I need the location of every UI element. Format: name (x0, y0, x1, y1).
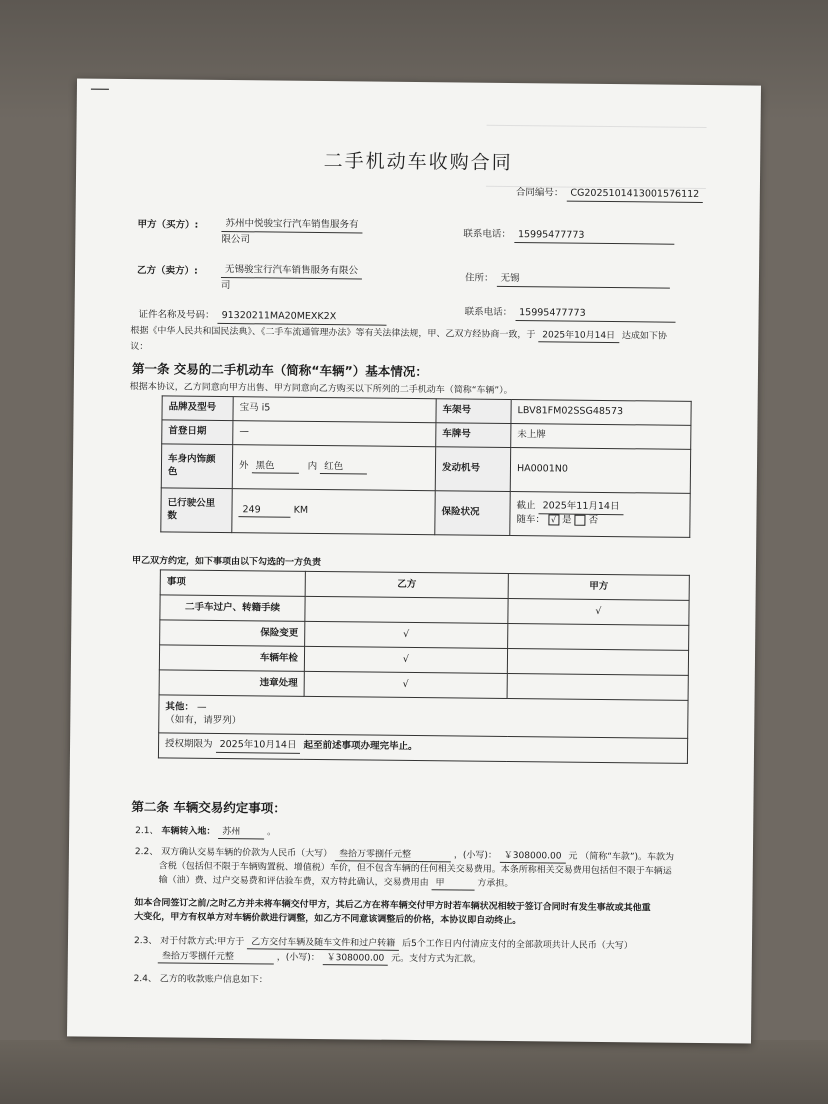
payment-words: 叁拾万零捌仟元整 (158, 950, 274, 964)
clause-2-2-num: 2.2、 (134, 847, 159, 858)
party-b-phone-row (465, 307, 676, 323)
first-reg-label: 首登日期 (162, 420, 233, 445)
clause-2-2-small-label: ，(小写)： (453, 850, 497, 861)
clause-2-2-line3 (159, 874, 514, 891)
party-b-name-1: 无锡骏宝行汽车销售服务有限公 (221, 264, 362, 279)
clause-2-3-text2: 后5个工作日内付清应支付的全部款项共计人民币（大写） (401, 938, 633, 952)
article-1-title: 第一条 交易的二手机动车（简称“车辆”）基本情况： (131, 361, 428, 380)
mileage-label-2: 数 (167, 509, 178, 522)
auth-suffix: 起至前述事项办理完毕止。 (303, 739, 418, 753)
mileage-cell (232, 489, 435, 535)
preamble-text-2: 达成如下协 (621, 331, 668, 342)
payment-number: ￥308000.00 (323, 952, 389, 966)
other-label: 其他： (165, 701, 195, 713)
party-b-address-row (465, 273, 670, 289)
clause-2-2-unit: 元 (568, 851, 578, 862)
clause-2-2-line2: 含税（包括但不限于车辆购置税、增值税）车价，但不包含车辆的任何相关交易费用。本条所称相关交易费用包括但不限于车辆运 (158, 861, 672, 877)
duties-table (158, 569, 690, 764)
mileage-label-1: 已行驶公里 (167, 497, 216, 509)
with-car-yes-label: 是 (561, 514, 572, 526)
clause-2-1-num: 2.1、 (135, 826, 159, 837)
party-b-address: 无锡 (496, 273, 669, 289)
other-row (159, 695, 688, 739)
with-car-yes-checkbox[interactable]: √ (548, 514, 559, 525)
clause-2-3-num: 2.3、 (133, 936, 158, 947)
preamble-line2: 议： (130, 342, 149, 353)
plate-label: 车牌号 (436, 423, 511, 448)
exterior-color: 黑色 (251, 460, 298, 474)
clause-2-2-para2-line1: 如本合同签订之前/之时乙方并未将车辆交付甲方，其后乙方在将车辆交付甲方时若车辆状况相较于签订合同时有发生事故或其他重 (134, 898, 651, 914)
price-number: ￥308000.00 (500, 850, 566, 864)
party-a-name-1: 苏州中悦骏宝行汽车销售服务有 (221, 218, 362, 233)
with-car-no-checkbox[interactable] (575, 515, 586, 526)
duty-a-cell (507, 673, 688, 700)
duty-b-check[interactable]: √ (304, 646, 507, 673)
mileage-label (161, 488, 232, 533)
party-a-phone-row (463, 228, 674, 244)
duty-a-cell (508, 623, 689, 650)
plate-value: 未上牌 (511, 424, 691, 450)
interior-label: 内 (307, 460, 318, 472)
vin-value: LBV81FM02SSG48573 (511, 400, 691, 426)
contract-number-row (516, 187, 704, 203)
first-reg-value: — (233, 421, 436, 447)
auth-row (158, 733, 687, 764)
clause-2-1 (135, 825, 276, 840)
contract-title: 二手机动车收购合同 (323, 150, 513, 175)
party-a-name-line1 (221, 218, 362, 233)
clause-2-3-end: 元。支付方式为汇款。 (391, 953, 482, 965)
article-1-intro: 根据本协议，乙方同意向甲方出售、甲方同意向乙方购买以下所列的二手机动车（简称“车辆”）。 (129, 382, 513, 397)
vin-label: 车架号 (436, 399, 511, 424)
clause-2-2-line3a: 输（油）费、过户交易费和评估验车费，双方特此确认，交易费用由 (158, 875, 429, 889)
clause-2-2-para2-line2: 大变化，甲方有权单方对车辆价款进行调整，如乙方不同意该调整后的价格，本协议即自动终止。 (134, 912, 522, 927)
clause-2-1-label: 车辆转入地： (161, 826, 216, 837)
duties-col-a: 甲方 (508, 573, 689, 600)
party-b-label: 乙方（卖方）: (136, 265, 198, 277)
with-car-label: 随车： (516, 514, 546, 526)
table-surface-bottom (0, 1040, 828, 1104)
duty-b-check[interactable]: √ (305, 621, 508, 648)
transfer-destination: 苏州 (218, 826, 264, 840)
preamble-date: 2025年10月14日 (538, 329, 619, 343)
party-a-phone-label: 联系电话： (463, 228, 511, 240)
contract-paper (67, 78, 761, 1043)
contract-number-label: 合同编号： (515, 187, 564, 199)
insurance-label: 保险状况 (435, 491, 510, 536)
brand-value: 宝马 i5 (233, 397, 436, 423)
mileage-value: 249 (238, 504, 290, 518)
clause-2-4-num: 2.4、 (133, 974, 157, 985)
other-value: — (196, 701, 207, 713)
auth-date: 2025年10月14日 (216, 739, 301, 754)
clause-2-3-small-label: ，(小写)： (276, 952, 320, 964)
vehicle-info-table (160, 395, 691, 538)
duty-item: 二手车过户、转籍手续 (160, 595, 305, 622)
auth-label: 授权期限为 (165, 738, 213, 750)
color-values (232, 445, 435, 491)
party-a-label: 甲方（买方）: (137, 219, 199, 231)
duty-b-check[interactable]: √ (304, 671, 507, 698)
engine-label: 发动机号 (435, 447, 510, 492)
contract-number: CG2025101413001576112 (566, 188, 703, 203)
party-a-name-line2: 限公司 (221, 233, 250, 246)
party-b-phone: 15995477773 (515, 307, 676, 322)
clause-2-2-line3b: 方承担。 (477, 878, 514, 890)
exterior-label: 外 (238, 459, 249, 471)
clause-2-4 (134, 973, 268, 987)
with-car-no-label: 否 (588, 514, 599, 526)
duties-col-item: 事项 (160, 570, 305, 597)
insurance-until: 2025年11月14日 (539, 500, 624, 515)
party-b-name-line1 (221, 264, 362, 279)
article-2-title: 第二条 车辆交易约定事项： (131, 799, 286, 816)
clause-2-3-line2 (158, 950, 481, 967)
color-label-2: 色 (167, 465, 178, 478)
party-a-phone: 15995477773 (514, 229, 675, 244)
party-b-address-label: 住所： (464, 272, 494, 284)
fee-payer: 甲 (431, 877, 474, 891)
duty-a-cell (507, 648, 688, 675)
clause-2-3-text1: 对于付款方式:甲方于 (160, 936, 245, 948)
duty-a-check[interactable]: √ (508, 598, 689, 625)
duty-b-cell (305, 596, 508, 623)
interior-color: 红色 (320, 461, 367, 475)
price-words: 叁拾万零捌仟元整 (335, 848, 451, 862)
duties-intro: 甲乙双方约定，如下事项由以下勾选的一方负责 (131, 556, 322, 569)
party-b-name-line2: 司 (220, 279, 231, 292)
duties-col-b: 乙方 (305, 571, 508, 598)
clause-2-2-text2: （简称“车款”)。车款为 (580, 851, 675, 863)
paper-corner-mark (91, 89, 109, 90)
engine-value: HA0001N0 (510, 448, 690, 494)
color-label (161, 444, 232, 489)
party-b-id-label: 证件名称及号码： (138, 309, 215, 321)
brand-label: 品牌及型号 (162, 396, 233, 421)
clause-2-1-end: 。 (267, 827, 277, 838)
clause-2-2-text1: 双方确认交易车辆的价款为人民币（大写） (161, 847, 333, 860)
duty-item: 车辆年检 (159, 645, 304, 672)
color-label-1: 车身内饰颜 (168, 453, 216, 465)
insurance-cell (510, 492, 690, 538)
party-b-phone-label: 联系电话： (464, 306, 513, 319)
payment-condition: 乙方交付车辆及随车文件和过户转籍 (247, 936, 399, 951)
clause-2-4-text: 乙方的收款账户信息如下： (159, 974, 268, 986)
party-b-id: 91320211MA20MEXK2X (218, 310, 387, 326)
preamble-text: 根据《中华人民共和国民法典》、《二手车流通管理办法》等有关法律法规，甲、乙双方经协商一致，于 (130, 326, 536, 341)
duty-item: 保险变更 (160, 620, 305, 647)
insurance-until-label: 截止 (516, 500, 536, 512)
other-hint: （如有，请罗列） (165, 713, 242, 726)
party-b-id-row (138, 309, 386, 325)
preamble-line1 (130, 325, 667, 344)
duty-item: 违章处理 (159, 670, 304, 697)
mileage-unit: KM (293, 504, 309, 516)
